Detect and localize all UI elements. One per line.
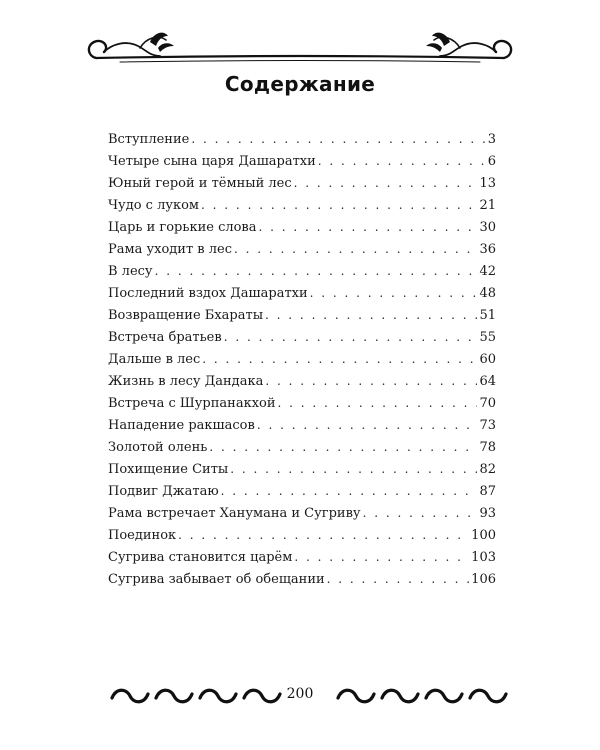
- toc-entry-page: 82: [479, 462, 496, 477]
- toc-entry-page: 36: [479, 242, 496, 257]
- toc-entry: [108, 568, 496, 590]
- toc-entry-page: 30: [479, 220, 496, 235]
- toc-leader-dots: [178, 524, 469, 546]
- toc-leader-dots: [259, 216, 478, 238]
- toc-leader-dots: [363, 502, 478, 524]
- toc-leader-dots: [221, 480, 478, 502]
- toc-entry-page: 106: [471, 572, 496, 587]
- toc-leader-dots: [265, 304, 477, 326]
- toc-entry-title: Царь и горькие слова: [108, 220, 257, 235]
- toc-entry-page: 48: [479, 286, 496, 301]
- toc-entry-title: Рама встречает Ханумана и Сугриву: [108, 506, 361, 521]
- toc-entry-page: 55: [479, 330, 496, 345]
- toc-entry-title: Золотой олень: [108, 440, 208, 455]
- toc-entry-title: Вступление: [108, 132, 190, 147]
- toc-entry-page: 87: [479, 484, 496, 499]
- toc-entry-title: Четыре сына царя Дашаратхи: [108, 154, 316, 169]
- toc-entry: [108, 546, 496, 568]
- toc-entry-page: 6: [487, 154, 496, 169]
- toc-entry-page: 70: [479, 396, 496, 411]
- toc-leader-dots: [327, 568, 470, 590]
- toc-entry: [108, 194, 496, 216]
- toc-leader-dots: [224, 326, 478, 348]
- toc-entry-title: Чудо с луком: [108, 198, 200, 213]
- toc-entry-title: Последний вздох Дашаратхи: [108, 286, 308, 301]
- toc-entry: [108, 282, 496, 304]
- toc-entry-page: 51: [479, 308, 496, 323]
- toc-entry: [108, 172, 496, 194]
- toc-entry: [108, 480, 496, 502]
- toc-entry-title: Нападение ракшасов: [108, 418, 255, 433]
- toc-entry-title: Сугрива становится царём: [108, 550, 293, 565]
- toc-entry: [108, 436, 496, 458]
- toc-entry-title: Встреча с Шурпанакхой: [108, 396, 276, 411]
- toc-entry: [108, 238, 496, 260]
- toc-entry: [108, 348, 496, 370]
- toc-entry-title: Сугрива забывает об обещании: [108, 572, 325, 587]
- toc-entry: [108, 128, 496, 150]
- toc-entry: [108, 304, 496, 326]
- toc-entry-title: Дальше в лес: [108, 352, 201, 367]
- toc-leader-dots: [294, 172, 478, 194]
- toc-entry-page: 73: [479, 418, 496, 433]
- toc-entry-title: Жизнь в лесу Дандака: [108, 374, 264, 389]
- toc-entry: [108, 260, 496, 282]
- toc-entry-page: 103: [471, 550, 496, 565]
- toc-leader-dots: [257, 414, 478, 436]
- toc-entry-page: 42: [479, 264, 496, 279]
- toc-leader-dots: [278, 392, 478, 414]
- toc-leader-dots: [318, 150, 486, 172]
- toc-entry-title: В лесу: [108, 264, 153, 279]
- toc-entry: [108, 392, 496, 414]
- toc-entry: [108, 524, 496, 546]
- toc-leader-dots: [294, 546, 469, 568]
- toc-entry-page: 93: [479, 506, 496, 521]
- toc-entry: [108, 150, 496, 172]
- toc-leader-dots: [209, 436, 477, 458]
- toc-leader-dots: [265, 370, 477, 392]
- toc-leader-dots: [202, 348, 477, 370]
- toc-leader-dots: [310, 282, 478, 304]
- toc-entry-page: 21: [479, 198, 496, 213]
- toc-entry-page: 78: [479, 440, 496, 455]
- toc-entry-title: Подвиг Джатаю: [108, 484, 219, 499]
- toc-leader-dots: [234, 238, 477, 260]
- toc-entry-title: Юный герой и тёмный лес: [108, 176, 292, 191]
- toc-entry: [108, 502, 496, 524]
- toc-entry-title: Поединок: [108, 528, 177, 543]
- table-of-contents: [108, 128, 496, 590]
- toc-entry-title: Рама уходит в лес: [108, 242, 232, 257]
- page-title: Содержание: [224, 72, 376, 96]
- toc-entry: [108, 414, 496, 436]
- toc-entry-title: Похищение Ситы: [108, 462, 229, 477]
- toc-entry-page: 60: [479, 352, 496, 367]
- toc-entry: [108, 458, 496, 480]
- toc-entry: [108, 370, 496, 392]
- toc-leader-dots: [230, 458, 477, 480]
- toc-leader-dots: [155, 260, 478, 282]
- toc-entry: [108, 216, 496, 238]
- toc-leader-dots: [191, 128, 485, 150]
- toc-entry-title: Возвращение Бхараты: [108, 308, 264, 323]
- toc-entry-page: 100: [471, 528, 496, 543]
- toc-entry-page: 64: [479, 374, 496, 389]
- toc-entry-title: Встреча братьев: [108, 330, 222, 345]
- toc-entry-page: 13: [479, 176, 496, 191]
- toc-entry: [108, 326, 496, 348]
- toc-leader-dots: [201, 194, 477, 216]
- page-number: 200: [286, 686, 314, 702]
- toc-entry-page: 3: [487, 132, 496, 147]
